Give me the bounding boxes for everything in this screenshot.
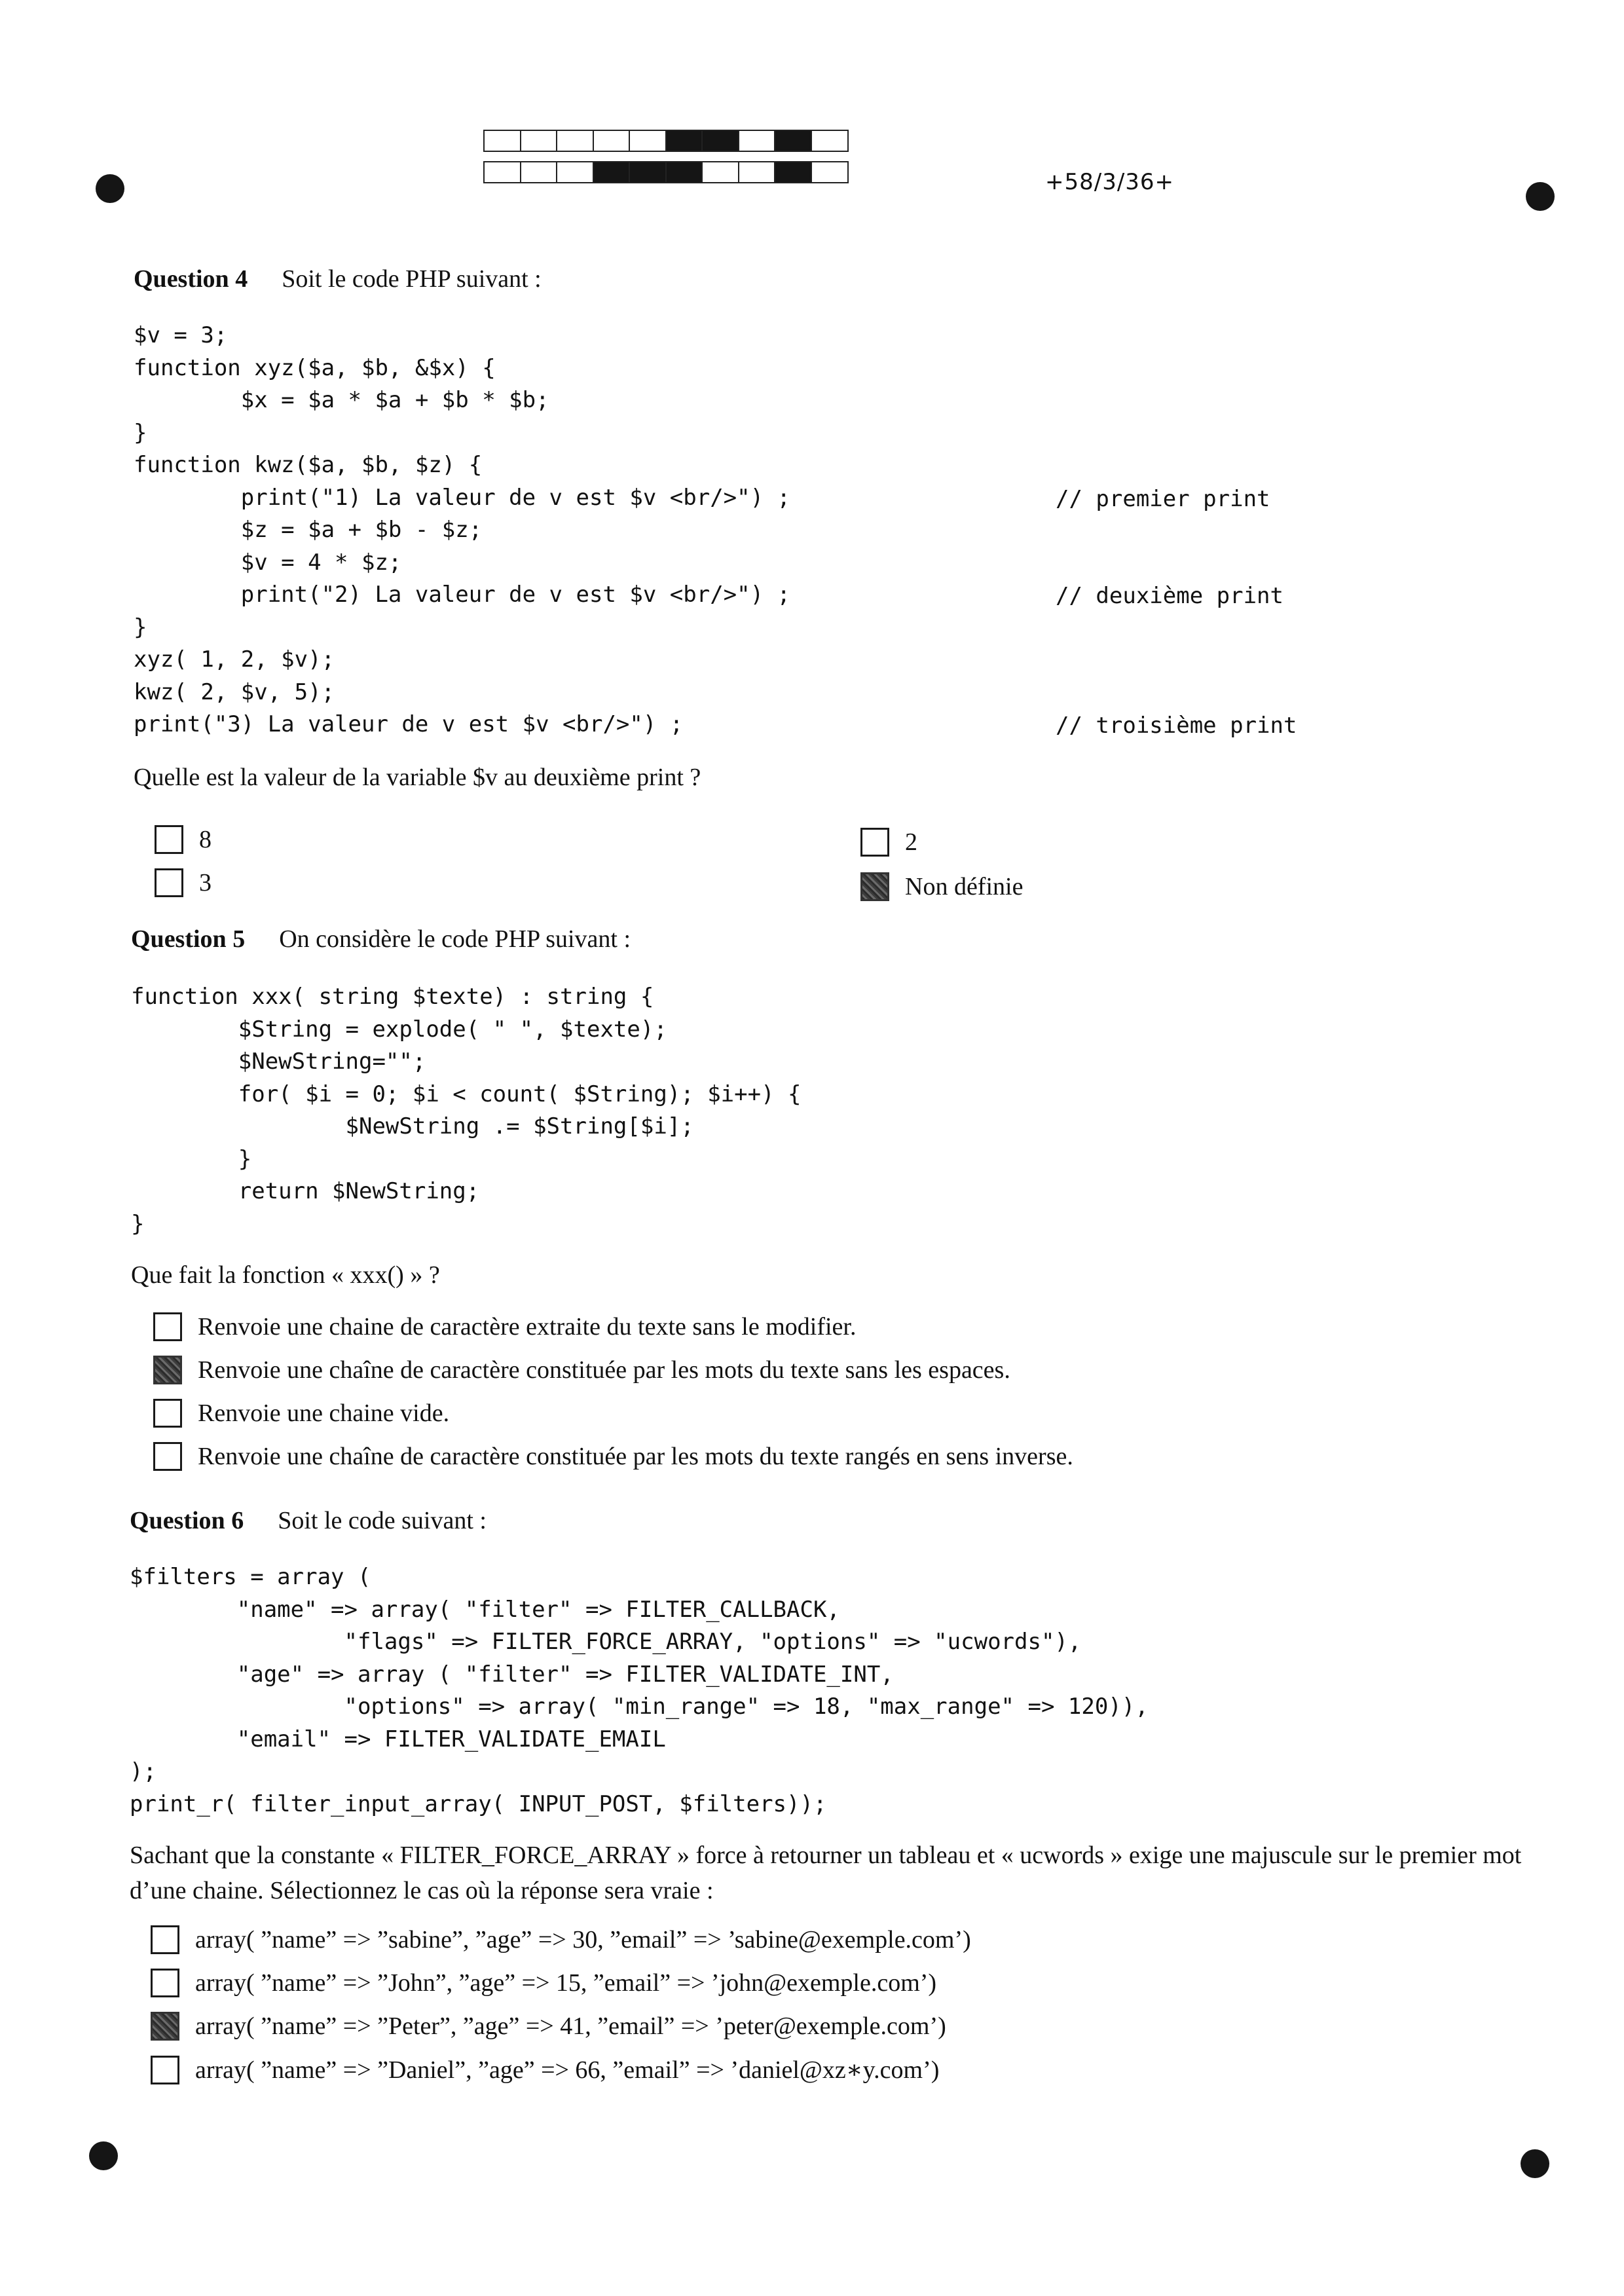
registration-mark-bottom-right	[1521, 2149, 1549, 2178]
option-label: 3	[199, 869, 212, 897]
q5-option[interactable]	[153, 1356, 1010, 1384]
checkbox[interactable]	[153, 1399, 182, 1428]
question-5-code: function xxx( string $texte) : string { $String = explode( " ", $texte); $NewString=""; for( $i = 0; $i < count( $String); $i++) { $NewString .= $String[$i]; } return $NewString; }	[131, 984, 802, 1237]
question-6-heading	[130, 1506, 487, 1535]
barcode-bottom-row	[483, 161, 847, 183]
checkbox[interactable]	[155, 825, 183, 854]
question-intro: On considère le code PHP suivant :	[279, 925, 631, 953]
q4-option[interactable]	[155, 825, 212, 854]
option-label: 8	[199, 826, 212, 853]
option-label: Renvoie une chaine vide.	[198, 1399, 450, 1427]
option-label: array( ”name” => ”John”, ”age” => 15, ”email” => ’john@exemple.com’)	[195, 1969, 937, 1997]
option-label: array( ”name” => ”sabine”, ”age” => 30, ”email” => ’sabine@exemple.com’)	[195, 1926, 971, 1953]
checkbox[interactable]	[151, 2056, 179, 2084]
option-label: array( ”name” => ”Daniel”, ”age” => 66, ”email” => ’daniel@xz∗y.com’)	[195, 2056, 940, 2084]
option-label: Renvoie une chaîne de caractère constituée par les mots du texte sans les espaces.	[198, 1356, 1010, 1384]
barcode-cell-filled	[593, 161, 631, 183]
checkbox-checked[interactable]	[860, 872, 889, 901]
barcode-top-row	[483, 130, 847, 152]
code-comment-deuxieme-print: // deuxième print	[1056, 583, 1283, 609]
question-6-code: $filters = array ( "name" => array( "filter" => FILTER_CALLBACK, "flags" => FILTER_FORCE_ARRAY, "options" => "ucwords"), "age" => array ( "filter" => FILTER_VALIDATE_INT, "options" => array( "min_range" => 18, "max_range" => 120)), "email" => FILTER_VALIDATE_EMAIL ); print_r( filter_input_array( INPUT_POST, $filters));	[130, 1564, 1149, 1817]
checkbox[interactable]	[151, 1969, 179, 1997]
barcode-cell-empty	[811, 161, 849, 183]
question-4-heading	[134, 265, 542, 293]
option-label: array( ”name” => ”Peter”, ”age” => 41, ”email” => ’peter@exemple.com’)	[195, 2012, 946, 2040]
q4-option[interactable]	[155, 868, 212, 897]
code-comment-premier-print: // premier print	[1056, 486, 1270, 512]
barcode-cell-empty	[483, 161, 521, 183]
barcode-cell-filled	[701, 130, 739, 152]
q6-option[interactable]	[151, 2055, 939, 2084]
question-number: Question 4	[134, 265, 248, 293]
q5-option[interactable]	[153, 1442, 1073, 1471]
barcode-cell-empty	[701, 161, 739, 183]
q6-option[interactable]	[151, 1925, 971, 1954]
barcode-cell-filled	[665, 130, 703, 152]
barcode-cell-filled	[774, 130, 812, 152]
registration-mark-top-right	[1526, 182, 1555, 211]
page-id: +58/3/36+	[1045, 169, 1175, 195]
barcode-cell-filled	[774, 161, 812, 183]
barcode-cell-filled	[665, 161, 703, 183]
q5-option[interactable]	[153, 1312, 856, 1341]
checkbox[interactable]	[151, 1925, 179, 1954]
option-label: Renvoie une chaine de caractère extraite du texte sans le modifier.	[198, 1313, 857, 1341]
question-6-prompt: Sachant que la constante « FILTER_FORCE_ARRAY » force à retourner un tableau et « ucwords » exige une majuscule sur le premier mot d’une chaine. Sélectionnez le cas où la réponse sera vraie :	[130, 1842, 1522, 1904]
question-4-prompt: Quelle est la valeur de la variable $v au deuxième print ?	[134, 764, 701, 791]
barcode-cell-empty	[556, 161, 594, 183]
question-number: Question 6	[130, 1507, 244, 1534]
barcode-cell-empty	[738, 161, 776, 183]
question-number: Question 5	[131, 925, 246, 953]
checkbox-checked[interactable]	[153, 1356, 182, 1384]
question-intro: Soit le code suivant :	[278, 1507, 487, 1534]
q4-option[interactable]	[860, 872, 1023, 901]
question-5-heading	[131, 925, 631, 954]
checkbox[interactable]	[860, 828, 889, 857]
q6-option[interactable]	[151, 1969, 936, 1997]
q4-option[interactable]	[860, 828, 917, 857]
barcode-cell-empty	[556, 130, 594, 152]
barcode-cell-empty	[520, 161, 558, 183]
barcode-cell-empty	[520, 130, 558, 152]
q5-option[interactable]	[153, 1399, 449, 1428]
barcode-cell-empty	[738, 130, 776, 152]
registration-mark-bottom-left	[89, 2141, 118, 2170]
checkbox[interactable]	[155, 868, 183, 897]
checkbox[interactable]	[153, 1312, 182, 1341]
option-label: 2	[905, 828, 917, 856]
question-4-code: $v = 3; function xyz($a, $b, &$x) { $x = $a * $a + $b * $b; } function kwz($a, $b, $z) { print("1) La valeur de v est $v <br/>") ; $z = $a + $b - $z; $v = 4 * $z; print("2) La valeur de v est $v <br/>") ; } xyz( 1, 2, $v); kwz( 2, $v, 5); print("3) La valeur de v est $v <br/>") ;	[134, 322, 791, 737]
checkbox[interactable]	[153, 1442, 182, 1471]
barcode-cell-filled	[629, 161, 667, 183]
question-intro: Soit le code PHP suivant :	[282, 265, 542, 293]
code-comment-troisieme-print: // troisième print	[1056, 713, 1297, 739]
barcode-cell-empty	[811, 130, 849, 152]
q6-option[interactable]	[151, 2012, 946, 2041]
question-5-prompt: Que fait la fonction « xxx() » ?	[131, 1261, 440, 1289]
barcode-cell-empty	[629, 130, 667, 152]
registration-mark-top-left	[96, 174, 124, 203]
checkbox-checked[interactable]	[151, 2012, 179, 2041]
barcode-cell-empty	[593, 130, 631, 152]
barcode-cell-empty	[483, 130, 521, 152]
option-label: Non définie	[905, 873, 1024, 900]
option-label: Renvoie une chaîne de caractère constituée par les mots du texte rangés en sens inverse.	[198, 1443, 1073, 1470]
